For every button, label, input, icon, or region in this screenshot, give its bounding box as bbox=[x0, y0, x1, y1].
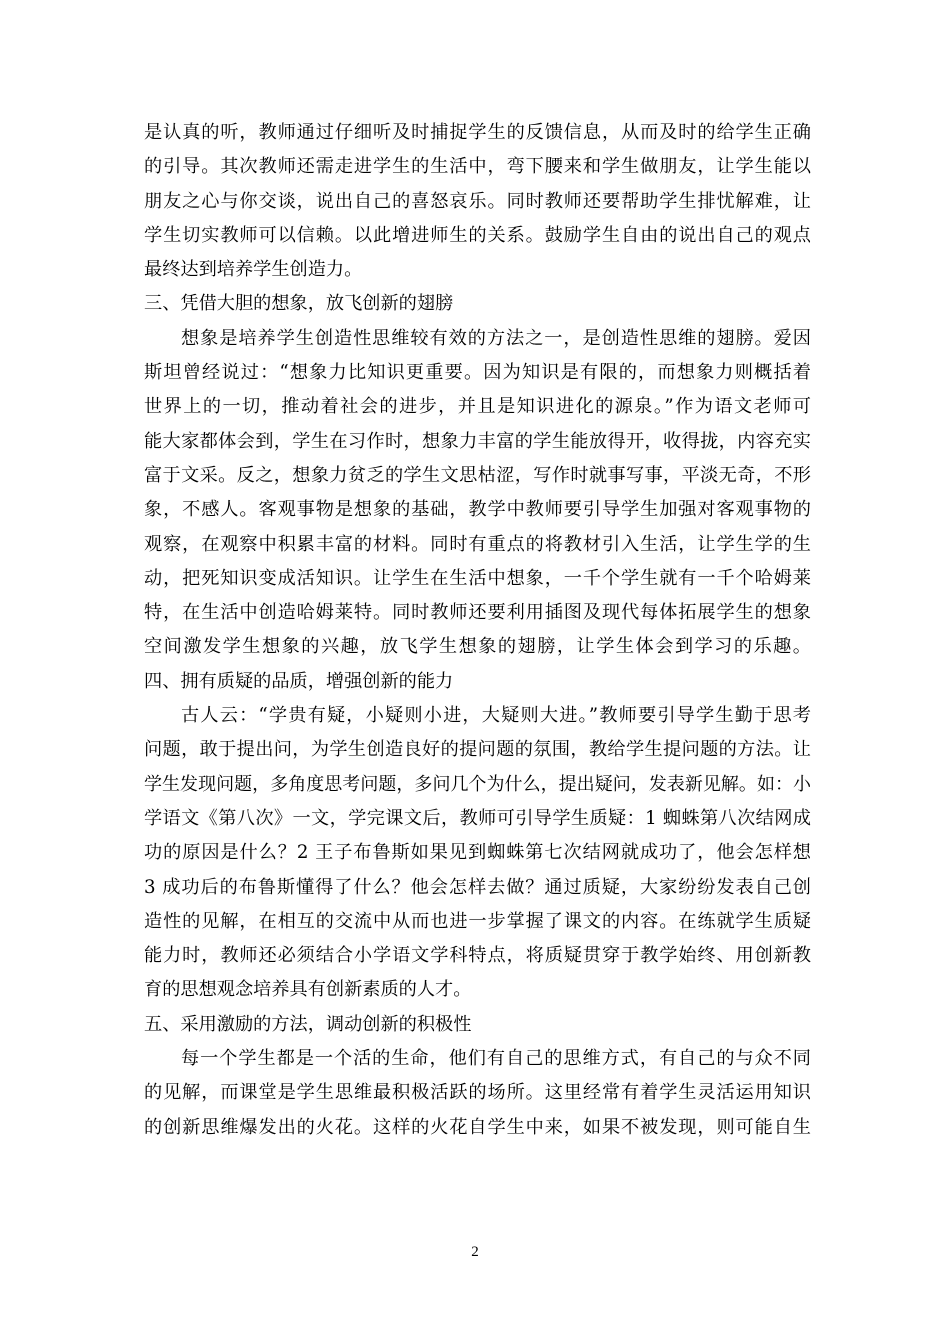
paragraph-line: 象，不感人。客观事物是想象的基础，教学中教师要引导学生加强对客观事物的 bbox=[144, 499, 811, 521]
paragraph-line: 朋友之心与你交谈，说出自己的喜怒哀乐。同时教师还要帮助学生排忧解难，让 bbox=[144, 190, 811, 212]
paragraph-line: 世界上的一切，推动着社会的进步，并且是知识进化的源泉。”作为语文老师可 bbox=[144, 396, 811, 418]
paragraph-line: 古人云：“学贵有疑，小疑则小进，大疑则大进。”教师要引导学生勤于思考 bbox=[181, 705, 811, 727]
page-number: 2 bbox=[471, 1244, 479, 1260]
section-heading: 三、凭借大胆的想象，放飞创新的翅膀 bbox=[144, 293, 454, 315]
body-text bbox=[144, 116, 811, 1145]
section-heading: 四、拥有质疑的品质，增强创新的能力 bbox=[144, 670, 454, 692]
paragraph-line: 问题，敢于提出问，为学生创造良好的提问题的氛围，教给学生提问题的方法。让 bbox=[144, 739, 811, 761]
paragraph-line: 学生切实教师可以信赖。以此增进师生的关系。鼓励学生自由的说出自己的观点 bbox=[144, 224, 811, 246]
paragraph-line: 能大家都体会到，学生在习作时，想象力丰富的学生能放得开，收得拢，内容充实 bbox=[144, 430, 811, 452]
paragraph-line: 功的原因是什么？2 王子布鲁斯如果见到蜘蛛第七次结网就成功了，他会怎样想 bbox=[144, 842, 811, 864]
section-heading: 五、采用激励的方法，调动创新的积极性 bbox=[144, 1013, 472, 1035]
paragraph-line: 3 成功后的布鲁斯懂得了什么？他会怎样去做？通过质疑，大家纷纷发表自己创 bbox=[144, 876, 811, 898]
paragraph-line: 学语文《第八次》一文，学完课文后，教师可引导学生质疑：1 蜘蛛第八次结网成 bbox=[144, 807, 811, 829]
paragraph-line: 斯坦曾经说过：“想象力比知识更重要。因为知识是有限的，而想象力则概括着 bbox=[144, 362, 811, 384]
paragraph-line: 动，把死知识变成活知识。让学生在生活中想象，一千个学生就有一千个哈姆莱 bbox=[144, 567, 811, 589]
paragraph-line: 观察，在观察中积累丰富的材料。同时有重点的将教材引入生活，让学生学的生 bbox=[144, 533, 811, 555]
paragraph-line: 是认真的听，教师通过仔细听及时捕捉学生的反馈信息，从而及时的给学生正确 bbox=[144, 122, 811, 143]
paragraph-line: 的创新思维爆发出的火花。这样的火花自学生中来，如果不被发现，则可能自生 bbox=[144, 1116, 811, 1138]
paragraph-line: 的引导。其次教师还需走进学生的生活中，弯下腰来和学生做朋友，让学生能以 bbox=[144, 156, 811, 178]
paragraph-line: 学生发现问题，多角度思考问题，多问几个为什么，提出疑问，发表新见解。如：小 bbox=[144, 773, 811, 795]
paragraph-line: 空间激发学生想象的兴趣，放飞学生想象的翅膀，让学生体会到学习的乐趣。 bbox=[144, 636, 811, 658]
paragraph-line: 想象是培养学生创造性思维较有效的方法之一，是创造性思维的翅膀。爱因 bbox=[181, 327, 811, 349]
paragraph-line: 的见解，而课堂是学生思维最积极活跃的场所。这里经常有着学生灵活运用知识 bbox=[144, 1082, 811, 1104]
paragraph-line: 每一个学生都是一个活的生命，他们有自己的思维方式，有自己的与众不同 bbox=[181, 1048, 811, 1070]
paragraph-line: 造性的见解，在相互的交流中从而也进一步掌握了课文的内容。在练就学生质疑 bbox=[144, 910, 811, 932]
paragraph-line: 最终达到培养学生创造力。 bbox=[144, 259, 363, 281]
paragraph-line: 富于文采。反之，想象力贫乏的学生文思枯涩，写作时就事写事，平淡无奇，不形 bbox=[144, 464, 811, 486]
paragraph-line: 育的思想观念培养具有创新素质的人才。 bbox=[144, 979, 472, 1001]
paragraph-line: 特，在生活中创造哈姆莱特。同时教师还要利用插图及现代每体拓展学生的想象 bbox=[144, 602, 811, 624]
paragraph-line: 能力时，教师还必须结合小学语文学科特点，将质疑贯穿于教学始终、用创新教 bbox=[144, 945, 811, 967]
